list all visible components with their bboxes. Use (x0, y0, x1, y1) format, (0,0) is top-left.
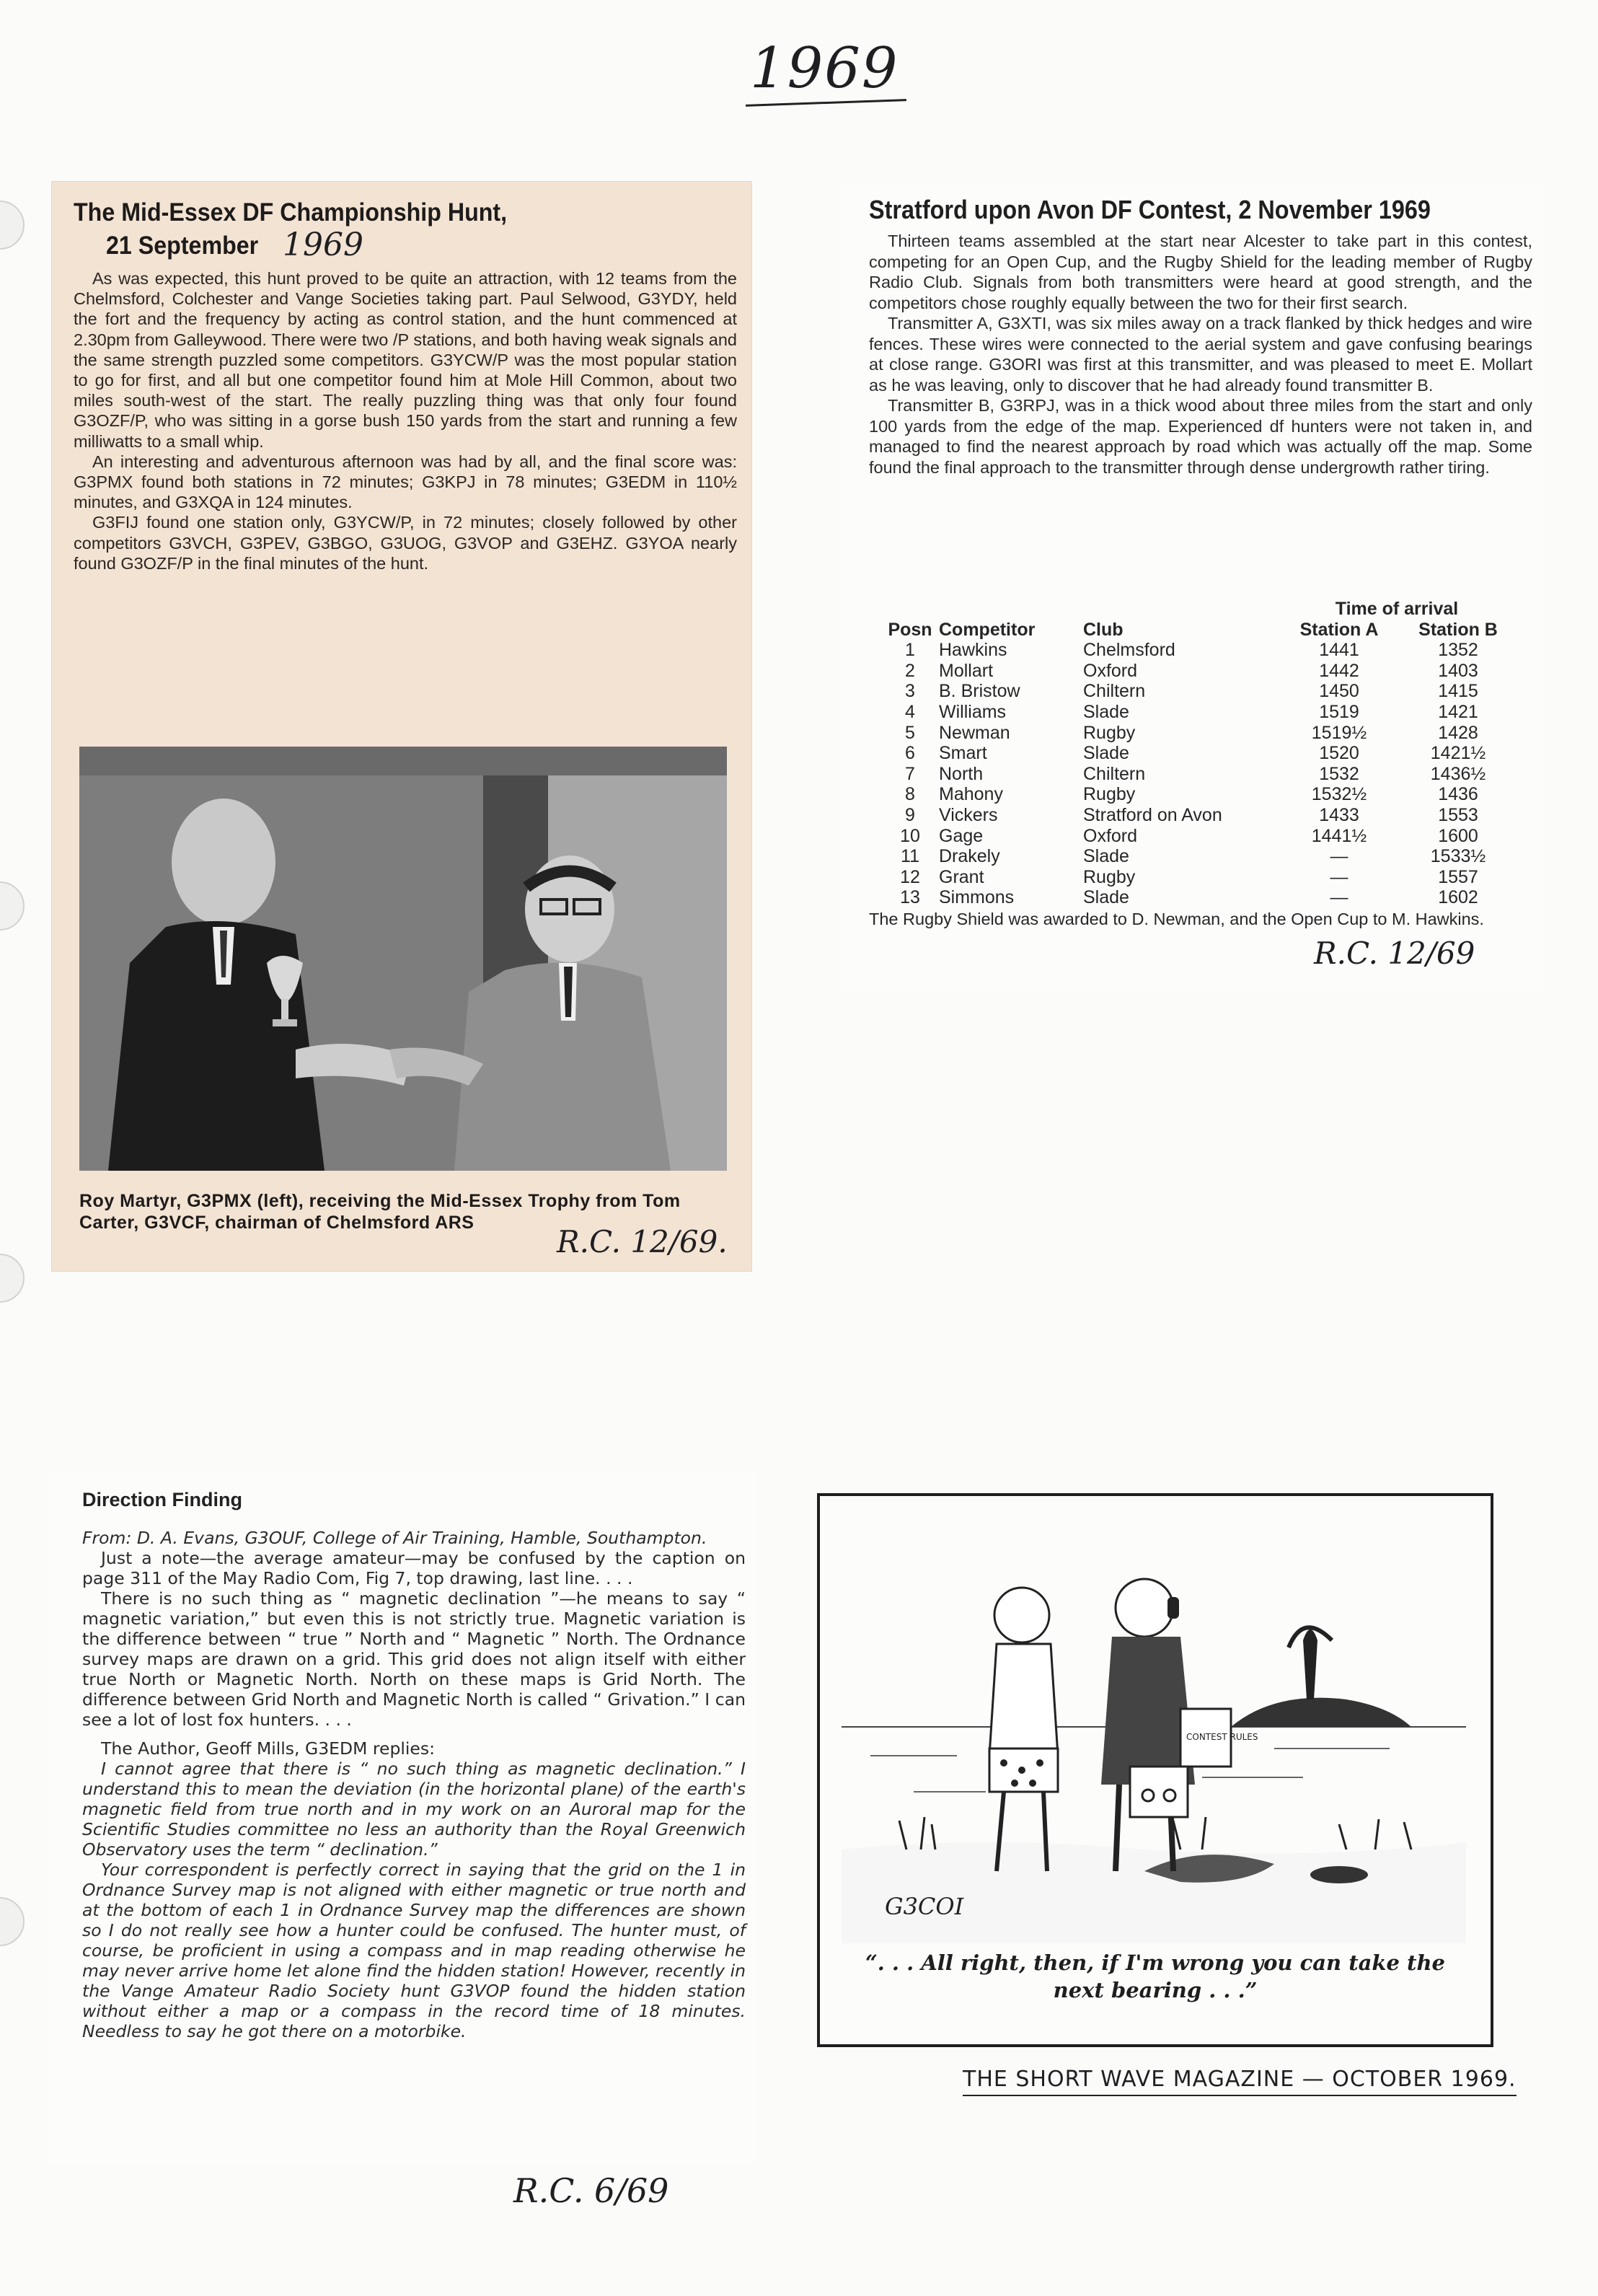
mid-essex-title-line1: The Mid-Essex DF Championship Hunt, (74, 198, 508, 226)
station-a-cell: 1433 (1319, 804, 1359, 825)
table-row (881, 784, 1516, 805)
table-row (881, 723, 1516, 744)
posn-cell: 2 (905, 660, 915, 681)
competitor-cell: Mahony (939, 784, 1003, 805)
posn-cell: 3 (905, 681, 915, 702)
paragraph: Just a note—the average amateur—may be confused by the caption on page 311 of the May Radio Com, Fig 7, top drawing, last line. . . . (82, 1548, 746, 1588)
handwritten-year: 1969 (283, 226, 363, 263)
posn-cell: 10 (900, 825, 920, 846)
direction-finding-title: Direction Finding (82, 1489, 242, 1510)
competitor-header: Competitor (939, 619, 1036, 640)
competitor-cell: Newman (939, 722, 1010, 743)
posn-cell: 7 (905, 763, 915, 784)
direction-finding-clipping (48, 1472, 757, 2164)
from-line: From: D. A. Evans, G3OUF, College of Air Training, Hamble, Southampton. (82, 1528, 707, 1548)
station-b-cell: 1557 (1438, 866, 1478, 887)
station-a-cell: — (1330, 887, 1348, 908)
competitor-cell: Drakely (939, 846, 1000, 867)
table-row (881, 743, 1516, 764)
table-row (881, 846, 1516, 867)
handwritten-reference: R.C. 6/69 (513, 2171, 669, 2210)
paragraph: An interesting and adventurous afternoon was had by all, and the final score was: G3PMX found both stations in 72 minutes; G3KPJ in 78 minutes; G3EDM in 110½ minutes, and G3XQA in 124 minutes. (74, 452, 737, 512)
station-a-cell: — (1330, 846, 1348, 867)
mid-essex-article-body (74, 268, 737, 573)
posn-cell: 13 (900, 887, 920, 908)
club-cell: Rugby (1083, 722, 1136, 743)
posn-cell: 11 (901, 846, 919, 867)
competitor-cell: Mollart (939, 660, 994, 681)
competitor-cell: Williams (939, 701, 1007, 722)
source-note: THE SHORT WAVE MAGAZINE — OCTOBER 1969. (963, 2067, 1517, 2092)
stratford-footer: The Rugby Shield was awarded to D. Newman, and the Open Cup to M. Hawkins. (869, 910, 1484, 928)
table-row (881, 764, 1516, 785)
station-b-cell: 1553 (1438, 804, 1478, 825)
paragraph: Transmitter B, G3RPJ, was in a thick wood about three miles from the start and only 100 yards from the edge of the map. Experienced df hunters were not taken in, and managed to find the nearest approach by road which was actually off the map. Some found the final approach to the transmitter through dense undergrowth rather tiring. (869, 396, 1532, 477)
station-b-cell: 1436½ (1430, 763, 1486, 784)
handwritten-reference: R.C. 12/69. (557, 1224, 728, 1259)
competitor-cell: Hawkins (939, 640, 1007, 661)
station-a-cell: 1532½ (1311, 784, 1367, 805)
stratford-clipping (838, 182, 1545, 990)
club-cell: Slade (1083, 701, 1129, 722)
station-a-cell: 1520 (1319, 743, 1359, 764)
competitor-cell: Smart (939, 743, 987, 764)
posn-header: Posn (888, 619, 932, 640)
station-b-cell: 1436 (1438, 784, 1478, 805)
station-a-cell: 1519½ (1311, 722, 1367, 743)
station-a-cell: 1441½ (1311, 825, 1367, 846)
station-b-cell: 1602 (1438, 887, 1478, 908)
station-a-cell: 1532 (1319, 763, 1359, 784)
club-cell: Slade (1083, 846, 1129, 867)
posn-cell: 12 (900, 866, 920, 887)
club-cell: Slade (1083, 887, 1129, 908)
handwritten-reference: R.C. 12/69 (1314, 936, 1475, 971)
station-a-header: Station A (1299, 619, 1379, 640)
station-b-cell: 1533½ (1430, 846, 1486, 867)
time-of-arrival-header: Time of arrival (1335, 599, 1459, 619)
paragraph: There is no such thing as “ magnetic declination ”—he means to say “ magnetic variation,” but even this is not strictly true. Magnetic variation is the difference between “ true ” North and “ Magnetic ” North. The Ordnance survey maps are drawn on a grid. This grid does not align itself with either true North or Magnetic North. North on these maps is Grid North. The difference between Grid North and Magnetic North is called “ Grivation.” I can see a lot of lost fox hunters. . . . (82, 1588, 746, 1730)
posn-cell: 8 (905, 784, 915, 805)
results-table (881, 599, 1516, 908)
direction-finding-body (82, 1528, 746, 2041)
club-cell: Rugby (1083, 784, 1136, 805)
punch-hole (0, 201, 25, 250)
club-cell: Oxford (1083, 660, 1138, 681)
table-row (881, 681, 1516, 702)
photo-caption: Roy Martyr, G3PMX (left), receiving the Mid-Essex Trophy from Tom Carter, G3VCF, chairman of Chelmsford ARS (79, 1191, 681, 1233)
club-cell: Chiltern (1083, 681, 1146, 702)
table-row (881, 826, 1516, 847)
table-row (881, 805, 1516, 826)
competitor-cell: Simmons (939, 887, 1015, 908)
posn-cell: 1 (905, 640, 915, 661)
posn-cell: 6 (905, 743, 915, 764)
reply-intro: The Author, Geoff Mills, G3EDM replies: (101, 1738, 436, 1759)
paragraph: G3FIJ found one station only, G3YCW/P, in 72 minutes; closely followed by other competitors G3VCH, G3PEV, G3BGO, G3UOG, G3VOP and G3EHZ. G3YOA nearly found G3OZF/P in the final minutes of the hunt. (74, 513, 737, 573)
station-a-cell: 1450 (1319, 681, 1359, 702)
club-cell: Rugby (1083, 866, 1136, 887)
posn-cell: 5 (905, 722, 915, 743)
case-label: CONTEST RULES (1186, 1732, 1258, 1742)
punch-hole (0, 881, 25, 931)
competitor-cell: Grant (939, 866, 984, 887)
photo-illustration (79, 747, 727, 1171)
station-b-cell: 1428 (1438, 722, 1478, 743)
mid-essex-clipping (52, 182, 751, 1271)
cartoonist-signature: G3COI (885, 1893, 964, 1920)
station-b-cell: 1600 (1438, 825, 1478, 846)
posn-cell: 9 (905, 804, 915, 825)
table-row (881, 867, 1516, 888)
posn-cell: 4 (905, 701, 915, 722)
paragraph: I cannot agree that there is “ no such thing as magnetic declination.” I understand this to mean the deviation (in the horizontal plane) of the earth's magnetic field from true north and in my work on an Auroral map for the Scientific Studies committee no less an authority than the Royal Greenwich Observatory uses the term “ declination.” (82, 1759, 746, 1860)
club-cell: Oxford (1083, 825, 1138, 846)
cartoon-clipping (817, 1493, 1493, 2047)
punch-hole (0, 1897, 25, 1946)
competitor-cell: Gage (939, 825, 984, 846)
table-row (881, 887, 1516, 908)
station-a-cell: 1442 (1319, 660, 1359, 681)
stratford-title: Stratford upon Avon DF Contest, 2 November 1969 (869, 195, 1431, 224)
club-header: Club (1083, 619, 1124, 640)
paragraph: Thirteen teams assembled at the start near Alcester to take part in this contest, competing for an Open Cup, and the Rugby Shield for the leading member of Rugby Radio Club. Signals from both transmitters were heard at good strength, and the competitors chose roughly equally between the two for their first search. (869, 232, 1532, 312)
punch-hole (0, 1254, 25, 1303)
competitor-cell: Vickers (939, 804, 998, 825)
station-b-header: Station B (1418, 619, 1498, 640)
station-b-cell: 1421½ (1430, 743, 1486, 764)
cartoon-drawing (842, 1510, 1466, 1943)
station-a-cell: 1519 (1319, 701, 1359, 722)
station-b-cell: 1403 (1438, 660, 1478, 681)
paragraph: As was expected, this hunt proved to be quite an attraction, with 12 teams from the Chelmsford, Colchester and Vange Societies taking part. Paul Selwood, G3YDY, held the fort and the frequency by acting as control station, and the hunt commenced at 2.30pm from Galleywood. There were two /P stations, and both having weak signals and the same strength puzzled some competitors. G3YCW/P was the most popular station to go for first, and all but one competitor found him at Mole Hill Common, about two miles south-west of the start. The really puzzling thing was that only four found G3OZF/P, who was sitting in a gorse bush 150 yards from the start and running a few milliwatts to a small whip. (74, 269, 737, 451)
station-b-cell: 1415 (1438, 681, 1478, 702)
trophy-presentation-photo (79, 747, 727, 1171)
competitor-cell: North (939, 763, 984, 784)
station-a-cell: 1441 (1319, 640, 1359, 661)
table-row (881, 702, 1516, 723)
competitor-cell: B. Bristow (939, 681, 1020, 702)
station-b-cell: 1421 (1438, 701, 1478, 722)
club-cell: Chiltern (1083, 763, 1146, 784)
table-row (881, 640, 1516, 661)
club-cell: Slade (1083, 743, 1129, 764)
handwritten-year-heading: 1969 (750, 36, 899, 101)
table-row (881, 661, 1516, 682)
mid-essex-title-line2: 21 September (106, 232, 259, 260)
station-a-cell: — (1330, 866, 1348, 887)
paragraph: Your correspondent is perfectly correct in saying that the grid on the 1 in Ordnance Survey map is not aligned with either magnetic or true north and at the bottom of each 1 in Ordnance Survey map the differences are shown so I do not really see how a hunter could be confused. The hunter must, of course, be proficient in using a compass and in map reading otherwise he may never arrive home let alone find the hidden station! However, recently in the Vange Amateur Radio Society hunt G3VOP found the hidden station without either a map or a compass in the record time of 18 minutes. Needless to say he got there on a motorbike. (82, 1860, 746, 2041)
cartoon-caption: “. . . All right, then, if I'm wrong you can take the next bearing . . .” (865, 1950, 1445, 2002)
club-cell: Chelmsford (1083, 640, 1175, 661)
club-cell: Stratford on Avon (1083, 804, 1222, 825)
paragraph: Transmitter A, G3XTI, was six miles away on a track flanked by thick hedges and wire fences. These wires were connected to the aerial system and gave confusing bearings at close range. G3ORI was first at this transmitter, and was pleased to meet E. Mollart as he was leaving, only to discover that he had already found transmitter B. (869, 314, 1532, 395)
stratford-article-body (869, 231, 1532, 478)
station-b-cell: 1352 (1438, 640, 1478, 661)
